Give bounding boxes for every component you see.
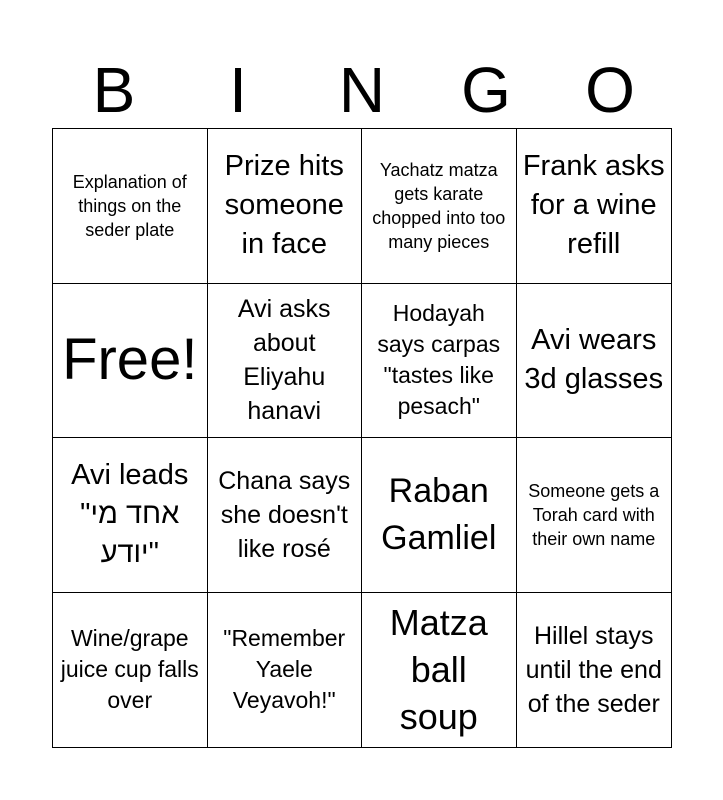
bingo-header (52, 52, 672, 128)
bingo-cell[interactable] (517, 593, 672, 748)
bingo-cell[interactable] (362, 284, 517, 439)
cell-text: Frank asks for a wine refill (522, 150, 665, 261)
cell-text: Avi leads "אחד מי יודע" (71, 459, 189, 570)
bingo-cell[interactable] (362, 438, 517, 593)
cell-text: Avi wears 3d glasses (524, 324, 664, 396)
cell-text: Explanation of things on the seder plate (72, 171, 187, 240)
bingo-cell[interactable] (517, 284, 672, 439)
header-letter-o: O (585, 54, 635, 126)
cell-text: "Remember Yaele Veyavoh!" (223, 625, 346, 714)
cell-text: Raban Gamliel (381, 471, 497, 557)
cell-text: Hodayah says carpas "tastes like pesach" (377, 300, 501, 420)
cell-text: Wine/grape juice cup falls over (60, 625, 199, 714)
cell-text: Free! (62, 327, 198, 393)
bingo-cell[interactable] (517, 129, 672, 284)
cell-text: Matza ball soup (389, 602, 488, 738)
bingo-cell[interactable] (517, 438, 672, 593)
cell-text: Hillel stays until the end of the seder (525, 621, 662, 718)
bingo-cell[interactable] (208, 593, 363, 748)
free-space[interactable] (53, 284, 208, 439)
bingo-cell[interactable] (53, 129, 208, 284)
header-letter-i: I (229, 54, 247, 126)
bingo-cell[interactable] (208, 129, 363, 284)
header-letter-n: N (338, 54, 386, 126)
header-letter-b: B (92, 54, 136, 126)
cell-text: Someone gets a Torah card with their own name (528, 480, 660, 549)
cell-text: Avi asks about Eliyahu hanavi (237, 295, 331, 426)
bingo-cell[interactable] (208, 284, 363, 439)
bingo-cell[interactable] (362, 129, 517, 284)
bingo-cell[interactable] (53, 593, 208, 748)
bingo-cell[interactable] (208, 438, 363, 593)
cell-text: Yachatz matza gets karate chopped into too many pieces (372, 159, 506, 252)
bingo-board (52, 128, 672, 748)
cell-text: Prize hits someone in face (224, 150, 344, 261)
cell-text: Chana says she doesn't like rosé (218, 466, 351, 563)
bingo-cell[interactable] (362, 593, 517, 748)
bingo-cell[interactable] (53, 438, 208, 593)
header-letter-g: G (461, 54, 511, 126)
